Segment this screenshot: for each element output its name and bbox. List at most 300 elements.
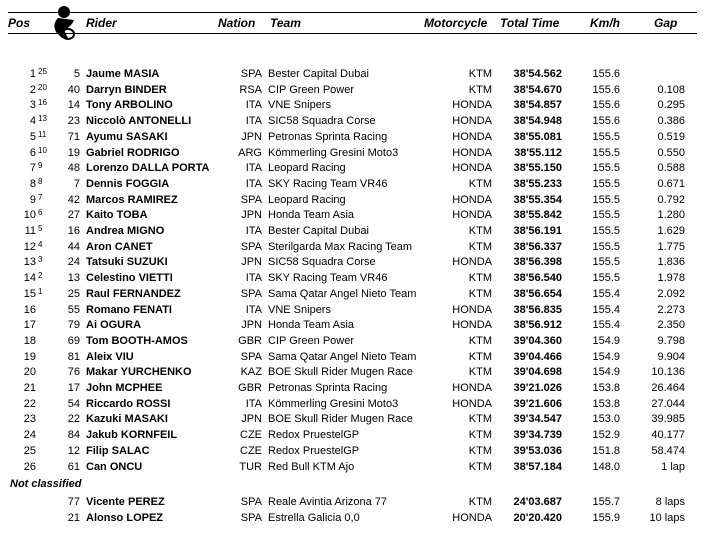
rider-last-name: BOOTH-AMOS xyxy=(111,334,188,347)
rider-number-cell: 19 xyxy=(67,146,80,159)
position-cell: 12 xyxy=(23,240,36,253)
team-cell: SKY Racing Team VR46 xyxy=(268,177,388,190)
team-cell: SIC58 Squadra Corse xyxy=(268,115,376,128)
rider-number-cell: 25 xyxy=(67,287,80,300)
nation-cell: CZE xyxy=(240,429,262,442)
total-time-cell: 39'53.036 xyxy=(513,444,562,457)
header-kmh: Km/h xyxy=(590,16,620,30)
rider-number-cell: 48 xyxy=(67,162,80,175)
table-row xyxy=(0,255,705,271)
rider-name xyxy=(86,287,181,303)
position-cell: 6 xyxy=(29,146,36,159)
gap-cell: 0.386 xyxy=(657,115,685,128)
nation-cell: SPA xyxy=(240,496,262,508)
rider-last-name: MASIA xyxy=(123,68,160,80)
header-pos: Pos xyxy=(8,16,31,30)
speed-cell: 155.5 xyxy=(592,130,620,143)
total-time-cell: 38'54.857 xyxy=(513,99,562,112)
rider-number-cell: 5 xyxy=(73,68,80,80)
grid-position-cell: 6 xyxy=(38,208,43,218)
team-cell: Petronas Sprinta Racing xyxy=(268,382,388,394)
position-cell: 1 xyxy=(29,68,36,80)
speed-cell: 155.5 xyxy=(592,240,620,253)
rider-number-cell: 21 xyxy=(67,511,80,524)
rider-number-cell: 84 xyxy=(67,429,80,442)
total-time-cell: 39'34.739 xyxy=(513,429,562,442)
rider-last-name: PEREZ xyxy=(128,496,165,508)
grid-position-cell: 11 xyxy=(38,129,47,139)
gap-cell: 10.136 xyxy=(651,366,685,379)
total-time-cell: 39'04.698 xyxy=(513,366,562,379)
rider-first-name: Marcos xyxy=(86,193,125,206)
grid-position-cell: 10 xyxy=(38,145,47,155)
gap-cell: 2.273 xyxy=(657,303,685,316)
rider-first-name: Vicente xyxy=(86,496,125,508)
rider-last-name: SALAC xyxy=(111,444,150,457)
grid-position-cell: 3 xyxy=(38,255,43,265)
grid-position-cell: 25 xyxy=(38,67,47,76)
gap-cell: 40.177 xyxy=(651,429,685,442)
rider-last-name: MIGNO xyxy=(126,225,165,237)
rider-first-name: Jakub xyxy=(86,429,118,442)
nation-cell: SPA xyxy=(240,287,262,300)
gap-cell: 9.798 xyxy=(657,334,685,347)
rider-first-name: Aron xyxy=(86,240,112,253)
total-time-cell: 38'54.948 xyxy=(513,115,562,128)
header-top-rule xyxy=(8,12,697,13)
position-cell: 20 xyxy=(23,366,36,379)
rider-number-cell: 71 xyxy=(67,130,80,143)
motorcycle-cell: HONDA xyxy=(452,397,492,410)
position-cell: 19 xyxy=(23,350,36,363)
rider-number-cell: 69 xyxy=(67,334,80,347)
rider-number-cell: 12 xyxy=(67,444,80,457)
rider-number-cell: 40 xyxy=(67,83,80,96)
nation-cell: SPA xyxy=(240,511,262,524)
team-cell: CIP Green Power xyxy=(268,334,355,347)
table-row xyxy=(0,511,705,527)
position-cell: 18 xyxy=(23,334,36,347)
rider-last-name: TOBA xyxy=(116,209,148,222)
motorcycle-cell: KTM xyxy=(468,429,492,442)
table-row xyxy=(0,208,705,224)
speed-cell: 155.7 xyxy=(592,496,620,508)
gap-cell: 1.775 xyxy=(657,240,685,253)
speed-cell: 155.4 xyxy=(592,287,620,300)
team-cell: BOE Skull Rider Mugen Race xyxy=(268,413,413,426)
position-cell: 9 xyxy=(29,193,36,206)
nation-cell: ITA xyxy=(245,272,262,285)
rider-first-name: John xyxy=(86,382,113,394)
team-cell: Bester Capital Dubai xyxy=(268,68,369,80)
rider-name xyxy=(86,365,192,381)
rider-name xyxy=(86,271,173,287)
gap-cell: 8 laps xyxy=(655,496,685,508)
speed-cell: 153.8 xyxy=(592,382,620,394)
header-gap: Gap xyxy=(654,16,678,30)
position-cell: 13 xyxy=(23,256,36,269)
grid-position-cell: 20 xyxy=(38,82,47,92)
gap-cell: 0.108 xyxy=(657,83,685,96)
rider-name xyxy=(86,146,180,162)
rider-name xyxy=(86,428,177,444)
rider-number-cell: 27 xyxy=(67,209,80,222)
speed-cell: 153.0 xyxy=(592,413,620,426)
team-cell: BOE Skull Rider Mugen Race xyxy=(268,366,413,379)
rider-name xyxy=(86,381,162,397)
motorcycle-cell: KTM xyxy=(468,413,492,426)
nation-cell: GBR xyxy=(238,334,262,347)
gap-cell: 0.295 xyxy=(657,99,685,112)
position-cell: 16 xyxy=(23,303,36,316)
motorcycle-cell: KTM xyxy=(468,366,492,379)
table-row xyxy=(0,193,705,209)
position-cell: 4 xyxy=(29,115,36,128)
team-cell: Leopard Racing xyxy=(268,193,346,206)
position-cell: 5 xyxy=(29,130,36,143)
position-cell: 10 xyxy=(23,209,36,222)
rider-number-cell: 79 xyxy=(67,319,80,332)
rider-last-name: RAMIREZ xyxy=(127,193,178,206)
total-time-cell: 39'21.026 xyxy=(513,382,562,394)
nation-cell: JPN xyxy=(241,209,262,222)
table-row xyxy=(0,146,705,162)
total-time-cell: 38'57.184 xyxy=(513,460,562,473)
rider-first-name: Aleix xyxy=(86,350,113,363)
gap-cell: 26.464 xyxy=(651,382,685,394)
motorcycle-cell: KTM xyxy=(468,460,492,473)
total-time-cell: 38'56.398 xyxy=(513,256,562,269)
speed-cell: 155.5 xyxy=(592,193,620,206)
total-time-cell: 38'56.835 xyxy=(513,303,562,316)
nation-cell: RSA xyxy=(239,83,262,96)
rider-number-cell: 44 xyxy=(67,240,80,253)
speed-cell: 154.9 xyxy=(592,350,620,363)
position-cell: 15 xyxy=(23,287,36,300)
grid-position-cell: 7 xyxy=(38,192,43,202)
nation-cell: SPA xyxy=(240,240,262,253)
team-cell: SIC58 Squadra Corse xyxy=(268,256,376,269)
rider-name xyxy=(86,334,188,350)
rider-first-name: Dennis xyxy=(86,177,123,190)
motorcycle-cell: HONDA xyxy=(452,115,492,128)
rider-first-name: Niccolò xyxy=(86,115,126,128)
rider-first-name: Makar xyxy=(86,366,118,379)
motorcycle-cell: KTM xyxy=(468,225,492,237)
nation-cell: GBR xyxy=(238,382,262,394)
motorcycle-cell: KTM xyxy=(468,444,492,457)
rider-first-name: Kaito xyxy=(86,209,114,222)
total-time-cell: 20'20.420 xyxy=(513,511,562,524)
header-rider: Rider xyxy=(86,16,117,30)
total-time-cell: 38'54.670 xyxy=(513,83,562,96)
rider-number-cell: 7 xyxy=(73,177,80,190)
rider-name xyxy=(86,412,168,428)
total-time-cell: 38'56.654 xyxy=(513,287,562,300)
speed-cell: 155.6 xyxy=(592,68,620,80)
table-row xyxy=(0,318,705,334)
speed-cell: 155.5 xyxy=(592,209,620,222)
total-time-cell: 38'55.081 xyxy=(513,130,562,143)
team-cell: CIP Green Power xyxy=(268,83,355,96)
gap-cell: 0.671 xyxy=(657,177,685,190)
position-cell: 7 xyxy=(29,162,36,175)
rider-first-name: Lorenzo xyxy=(86,162,129,175)
gap-cell: 0.792 xyxy=(657,193,685,206)
gap-cell: 1.836 xyxy=(657,256,685,269)
rider-first-name: Gabriel xyxy=(86,146,124,159)
rider-last-name: MCPHEE xyxy=(115,382,163,394)
rider-number-cell: 17 xyxy=(67,382,80,394)
speed-cell: 155.5 xyxy=(592,225,620,237)
table-row xyxy=(0,460,705,476)
gap-cell: 1.629 xyxy=(657,225,685,237)
table-row xyxy=(0,334,705,350)
rider-last-name: OGURA xyxy=(100,319,142,332)
rider-name xyxy=(86,444,150,460)
speed-cell: 155.6 xyxy=(592,99,620,112)
gap-cell: 1.978 xyxy=(657,272,685,285)
grid-position-cell: 5 xyxy=(38,224,43,233)
rider-name xyxy=(86,240,153,256)
speed-cell: 154.9 xyxy=(592,366,620,379)
total-time-cell: 38'54.562 xyxy=(513,68,562,80)
team-cell: Sama Qatar Angel Nieto Team xyxy=(268,287,417,300)
nation-cell: JPN xyxy=(241,319,262,332)
gap-cell: 0.588 xyxy=(657,162,685,175)
motorcycle-cell: KTM xyxy=(468,496,492,508)
grid-position-cell: 13 xyxy=(38,114,47,124)
team-cell: Sterilgarda Max Racing Team xyxy=(268,240,413,253)
team-cell: Kömmerling Gresini Moto3 xyxy=(268,397,399,410)
rider-last-name: ARBOLINO xyxy=(114,99,173,112)
team-cell: Petronas Sprinta Racing xyxy=(268,130,388,143)
motorcycle-cell: HONDA xyxy=(452,193,492,206)
rider-last-name: CANET xyxy=(114,240,153,253)
rider-number-cell: 16 xyxy=(67,225,80,237)
table-row xyxy=(0,303,705,319)
rider-first-name: Filip xyxy=(86,444,109,457)
speed-cell: 155.5 xyxy=(592,272,620,285)
nation-cell: ITA xyxy=(245,397,262,410)
rider-first-name: Darryn xyxy=(86,83,122,96)
speed-cell: 155.6 xyxy=(592,115,620,128)
rider-number-cell: 24 xyxy=(67,256,80,269)
speed-cell: 155.4 xyxy=(592,319,620,332)
motorcycle-cell: HONDA xyxy=(452,382,492,394)
rider-number-cell: 54 xyxy=(67,397,80,410)
team-cell: Reale Avintia Arizona 77 xyxy=(268,496,388,508)
team-cell: SKY Racing Team VR46 xyxy=(268,272,388,285)
table-row xyxy=(0,428,705,444)
team-cell: VNE Snipers xyxy=(268,303,331,316)
speed-cell: 152.9 xyxy=(592,429,620,442)
total-time-cell: 38'56.191 xyxy=(513,225,562,237)
position-cell: 23 xyxy=(23,413,36,426)
speed-cell: 155.5 xyxy=(592,162,620,175)
rider-number-cell: 42 xyxy=(67,193,80,206)
speed-cell: 148.0 xyxy=(592,460,620,473)
nation-cell: ITA xyxy=(245,162,262,175)
rider-first-name: Alonso xyxy=(86,511,124,524)
rider-first-name: Andrea xyxy=(86,225,124,237)
position-cell: 3 xyxy=(29,99,36,112)
gap-cell: 0.550 xyxy=(657,146,685,159)
team-cell: Sama Qatar Angel Nieto Team xyxy=(268,350,417,363)
rider-name xyxy=(86,98,173,114)
position-cell: 21 xyxy=(23,382,36,394)
position-cell: 25 xyxy=(23,444,36,457)
speed-cell: 155.9 xyxy=(592,511,620,524)
motorcycle-cell: HONDA xyxy=(452,256,492,269)
motorcycle-cell: HONDA xyxy=(452,511,492,524)
table-row xyxy=(0,444,705,460)
nation-cell: ITA xyxy=(245,177,262,190)
rider-number-cell: 13 xyxy=(67,272,80,285)
nation-cell: ITA xyxy=(245,115,262,128)
team-cell: Honda Team Asia xyxy=(268,319,355,332)
position-cell: 14 xyxy=(23,272,36,285)
table-row xyxy=(0,83,705,99)
motorcycle-cell: HONDA xyxy=(452,303,492,316)
motorcycle-cell: KTM xyxy=(468,240,492,253)
table-row xyxy=(0,177,705,193)
rider-name xyxy=(86,255,168,271)
team-cell: Bester Capital Dubai xyxy=(268,225,369,237)
position-cell: 11 xyxy=(24,225,36,237)
rider-number-cell: 81 xyxy=(67,350,80,363)
rider-name xyxy=(86,224,164,240)
rider-number-cell: 77 xyxy=(67,496,80,508)
grid-position-cell: 2 xyxy=(38,271,43,281)
gap-cell: 27.044 xyxy=(651,397,685,410)
team-cell: Kömmerling Gresini Moto3 xyxy=(268,146,399,159)
team-cell: Honda Team Asia xyxy=(268,209,355,222)
speed-cell: 155.4 xyxy=(592,303,620,316)
motorcycle-cell: KTM xyxy=(468,68,492,80)
rider-name xyxy=(86,208,148,224)
table-row xyxy=(0,114,705,130)
table-row xyxy=(0,381,705,397)
rider-last-name: ONCU xyxy=(109,460,143,473)
total-time-cell: 38'55.354 xyxy=(513,193,562,206)
rider-first-name: Romano xyxy=(86,303,130,316)
gap-cell: 58.474 xyxy=(651,444,685,457)
gap-cell: 1 lap xyxy=(661,460,685,473)
rider-name xyxy=(86,397,170,413)
total-time-cell: 38'56.540 xyxy=(513,272,562,285)
table-row xyxy=(0,161,705,177)
table-row xyxy=(0,350,705,366)
total-time-cell: 38'56.912 xyxy=(513,319,562,332)
rider-last-name: ROSSI xyxy=(136,397,171,410)
rider-first-name: Riccardo xyxy=(86,397,134,410)
rider-last-name: DALLA PORTA xyxy=(131,162,210,175)
nation-cell: KAZ xyxy=(240,366,262,379)
nation-cell: SPA xyxy=(240,193,262,206)
gap-cell: 9.904 xyxy=(657,350,685,363)
position-cell: 8 xyxy=(29,177,36,190)
nation-cell: JPN xyxy=(241,256,262,269)
gap-cell: 2.092 xyxy=(657,287,685,300)
rider-name xyxy=(86,67,159,83)
speed-cell: 154.9 xyxy=(592,334,620,347)
motorcycle-cell: HONDA xyxy=(452,146,492,159)
total-time-cell: 24'03.687 xyxy=(513,496,562,508)
table-row xyxy=(0,495,705,511)
speed-cell: 151.8 xyxy=(592,444,620,457)
rider-name xyxy=(86,350,134,366)
total-time-cell: 38'55.150 xyxy=(513,162,562,175)
rider-name xyxy=(86,495,165,511)
rider-last-name: VIU xyxy=(115,350,134,363)
motorcycle-cell: KTM xyxy=(468,287,492,300)
table-header xyxy=(0,0,705,40)
rider-name xyxy=(86,177,169,193)
nation-cell: ARG xyxy=(238,146,262,159)
rider-number-cell: 76 xyxy=(67,366,80,379)
rider-number-cell: 22 xyxy=(67,413,80,426)
total-time-cell: 39'04.360 xyxy=(513,334,562,347)
team-cell: Redox PruestelGP xyxy=(268,444,360,457)
rider-last-name: VIETTI xyxy=(138,272,173,285)
motorcycle-cell: HONDA xyxy=(452,319,492,332)
grid-position-cell: 4 xyxy=(38,239,43,249)
rider-last-name: SASAKI xyxy=(125,130,168,143)
table-row xyxy=(0,365,705,381)
rider-last-name: KORNFEIL xyxy=(120,429,178,442)
total-time-cell: 38'55.233 xyxy=(513,177,562,190)
speed-cell: 155.6 xyxy=(592,83,620,96)
motorcycle-rider-icon xyxy=(50,4,80,40)
team-cell: VNE Snipers xyxy=(268,99,331,112)
table-row xyxy=(0,240,705,256)
table-row xyxy=(0,98,705,114)
rider-last-name: FOGGIA xyxy=(125,177,170,190)
nation-cell: ITA xyxy=(245,99,262,112)
nation-cell: JPN xyxy=(241,413,262,426)
nation-cell: ITA xyxy=(245,303,262,316)
rider-last-name: ANTONELLI xyxy=(128,115,192,128)
nation-cell: ITA xyxy=(245,225,262,237)
total-time-cell: 39'04.466 xyxy=(513,350,562,363)
table-row xyxy=(0,224,705,240)
rider-last-name: FENATI xyxy=(133,303,172,316)
nation-cell: TUR xyxy=(239,460,262,473)
total-time-cell: 38'55.112 xyxy=(514,146,562,159)
grid-position-cell: 16 xyxy=(38,98,47,108)
rider-last-name: YURCHENKO xyxy=(120,366,192,379)
rider-first-name: Ayumu xyxy=(86,130,123,143)
rider-first-name: Tony xyxy=(86,99,112,112)
table-row xyxy=(0,271,705,287)
rider-name xyxy=(86,318,141,334)
speed-cell: 153.8 xyxy=(592,397,620,410)
table-row xyxy=(0,130,705,146)
gap-cell: 0.519 xyxy=(657,130,685,143)
motorcycle-cell: HONDA xyxy=(452,209,492,222)
rider-name xyxy=(86,193,178,209)
nation-cell: SPA xyxy=(240,68,262,80)
table-row xyxy=(0,397,705,413)
motorcycle-cell: KTM xyxy=(468,177,492,190)
header-total-time: Total Time xyxy=(500,16,560,30)
motorcycle-cell: HONDA xyxy=(452,130,492,143)
rider-first-name: Can xyxy=(86,460,107,473)
motorcycle-cell: KTM xyxy=(468,83,492,96)
rider-last-name: MASAKI xyxy=(124,413,168,426)
rider-last-name: LOPEZ xyxy=(126,511,164,524)
